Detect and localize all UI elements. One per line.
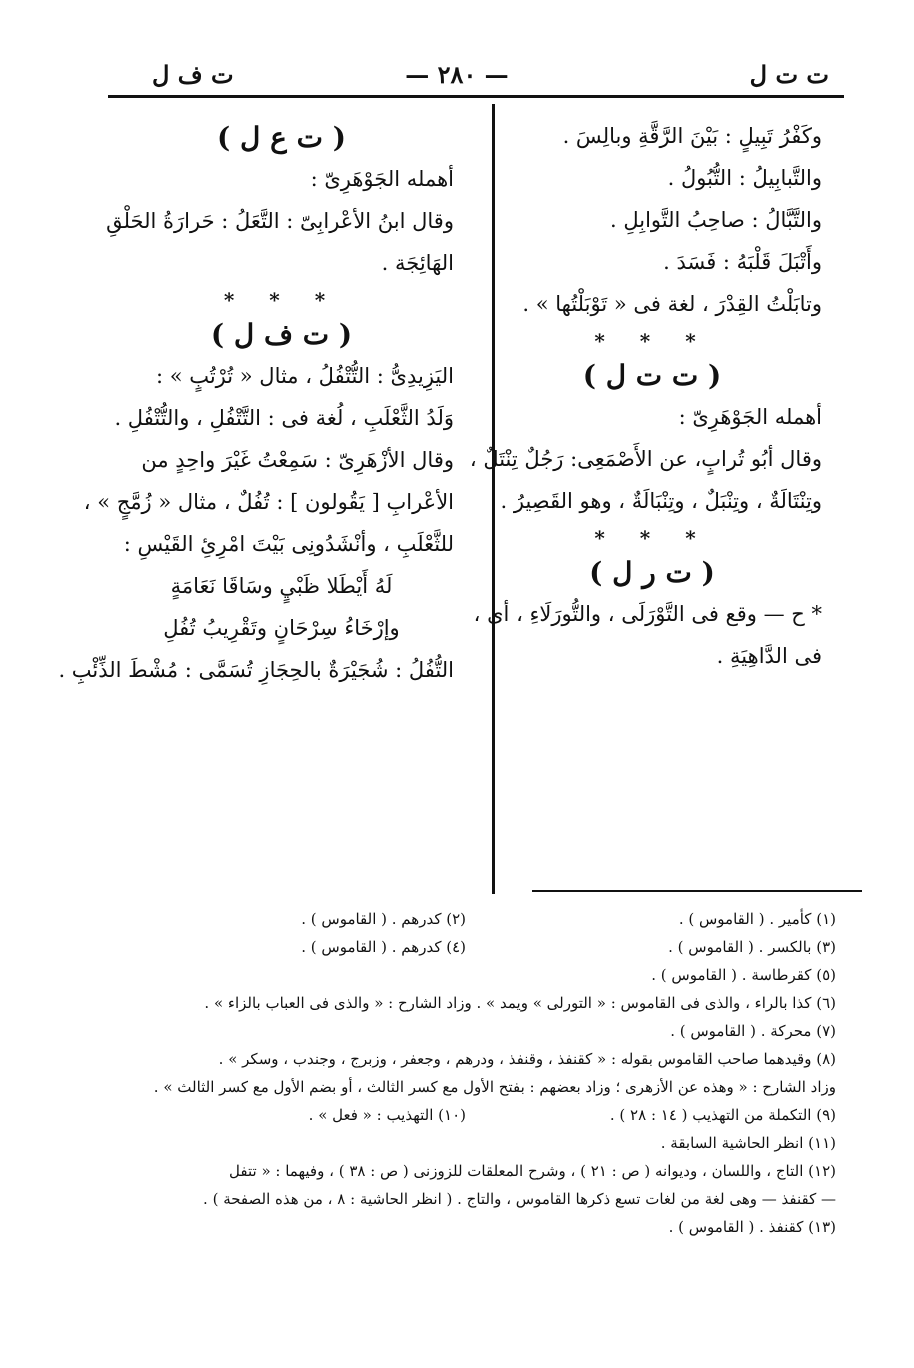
entry-heading-trl: ( ت ر ل ) [589, 556, 715, 589]
section-separator: * * * [594, 526, 710, 550]
text-line: للثَّعْلَبِ ، وأنْشَدُونِى بَيْتَ امْرِئِ القَيْسِ : [123, 532, 454, 556]
section-separator: * * * [594, 329, 710, 353]
text-line: التُّفُلُ : شُجَيْرَةٌ بالحِجَازِ تُسَمَّى : مُشْطَ الذِّئْبِ . [58, 658, 454, 682]
footnote-row [136, 933, 836, 961]
text-line: اليَزِيدِىُّ : التُّتْفُلُ ، مثال « تُرْتُبٍ » : [155, 364, 454, 388]
text-line: الهَائِجَة . [381, 251, 454, 275]
page-header [0, 52, 914, 92]
footnote: (٢) كدرهم . ( القاموس ) . [301, 910, 466, 928]
text-line: وقال الأزْهَرِىّ : سَمِعْتُ غَيْرَ واحِدٍ من [141, 448, 454, 472]
text-line: وقال أبُو تُرابٍ، عن الأَصْمَعِى: رَجُلٌ تِنْتَلٌ ، [469, 447, 822, 471]
text-line: وتابَلْتُ القِدْرَ ، لغة فى « تَوْبَلْتُها » . [522, 292, 822, 316]
footnote: (١) كأمير . ( القاموس ) . [678, 910, 836, 928]
footnote: (٦) كذا بالراء ، والذى فى القاموس : « التورلى » ويمد » . وزاد الشارح : « والذى فى العباب بالزاء » . [204, 994, 836, 1012]
footnote: (٤) كدرهم . ( القاموس ) . [301, 938, 466, 956]
footnote: (١١) انظر الحاشية السابقة . [660, 1134, 836, 1152]
footnote: (١٠) التهذيب : « فعل » . [308, 1106, 466, 1124]
header-rule [108, 95, 844, 98]
text-line: أهمله الجَوْهَرِىّ : [310, 167, 454, 191]
header-right-root: ت ت ل [749, 60, 829, 89]
entry-heading-ttl: ( ت ت ل ) [582, 359, 722, 392]
footnote: (٣) بالكسر . ( القاموس ) . [668, 938, 836, 956]
text-line: وأَتْبَلَ قَلْبَهُ : فَسَدَ . [663, 250, 822, 274]
footnote: (١٣) كقنفذ . ( القاموس ) . [668, 1218, 836, 1236]
entry-heading-tfl: ( ت ف ل ) [210, 318, 353, 351]
footnote: (٨) وقيدهما صاحب القاموس بقوله : « كقنفذ ، وقنفذ ، ودرهم ، وجعفر ، وزبرج ، وجندب ، وسكر » . [218, 1050, 836, 1068]
poem-verse-first: لَهُ أَيْطَلا ظَبْيٍ وسَاقَا نَعَامَةٍ [170, 574, 393, 598]
footnote-rule [532, 890, 862, 892]
text-line: والتَّبابِيلُ : التُّبُولُ . [667, 166, 822, 190]
text-line: وكَفْرُ تَبِيلٍ : بَيْنَ الرَّقَّةِ وبالِسَ . [562, 124, 822, 148]
right-column [469, 115, 822, 677]
text-line: والتَّبَّالُ : صاحِبُ التَّوابِلِ . [610, 208, 822, 232]
text-line: فى الدَّاهِيَةِ . [716, 644, 822, 668]
footnote: (٥) كقرطاسة . ( القاموس ) . [651, 966, 836, 984]
footnote-row [136, 1101, 836, 1129]
poem-verse-second: وإرْخَاءُ سِرْحَانٍ وتَقْرِيبُ تُفُلِ [163, 616, 400, 640]
text-line: وَلَدُ الثَّعْلَبِ ، لُغة فى : التَّتْفُلِ ، والتُّتْفُلِ . [114, 406, 454, 430]
text-line: وقال ابنُ الأعْرابِىّ : التَّعَلُ : حَرارَةُ الحَلْقِ [106, 209, 454, 233]
text-line: وتِنْتَالَةٌ ، وتِنْبَلٌ ، وتِنْبَالَةٌ ، وهو القَصِيرُ . [500, 489, 822, 513]
text-line: الأعْرابِ [ يَقُولون ] : تُفُلٌ ، مثال « زُمَّجٍ » ، [83, 490, 454, 514]
footnote-row [136, 905, 836, 933]
text-line: * ح — وقع فى التَّوْرَلَى ، والتُّورَلَاءِ ، أى ، [473, 602, 822, 626]
footnote: (١٢) التاج ، واللسان ، وديوانه ( ص : ٢١ ) ، وشرح المعلقات للزوزنى ( ص : ٣٨ ) ، وفيهما : « تتفل [229, 1162, 836, 1180]
section-separator: * * * [223, 288, 340, 312]
text-line: أهمله الجَوْهَرِىّ : [678, 405, 822, 429]
header-left-root: ت ف ل [152, 60, 234, 89]
page-number: — ٢٨٠ — [405, 60, 509, 89]
entry-heading-tal: ( ت ع ل ) [217, 121, 346, 154]
footnote: — كقنفذ — وهى لغة من لغات تسع ذكرها القاموس ، والتاج . ( انظر الحاشية : ٨ ، من هذه الصفحة ) . [203, 1190, 836, 1208]
footnote: (٩) التكملة من التهذيب ( ١٤ : ٢٨ ) . [609, 1106, 836, 1124]
left-column [58, 115, 454, 691]
footnote: (٧) محركة . ( القاموس ) . [670, 1022, 836, 1040]
footnote: وزاد الشارح : « وهذه عن الأزهرى ؛ وزاد بعضهم : بفتح الأول مع كسر الثالث ، أو بضم الأول مع كسر الثالث » . [153, 1078, 836, 1096]
footnotes [136, 905, 836, 1241]
